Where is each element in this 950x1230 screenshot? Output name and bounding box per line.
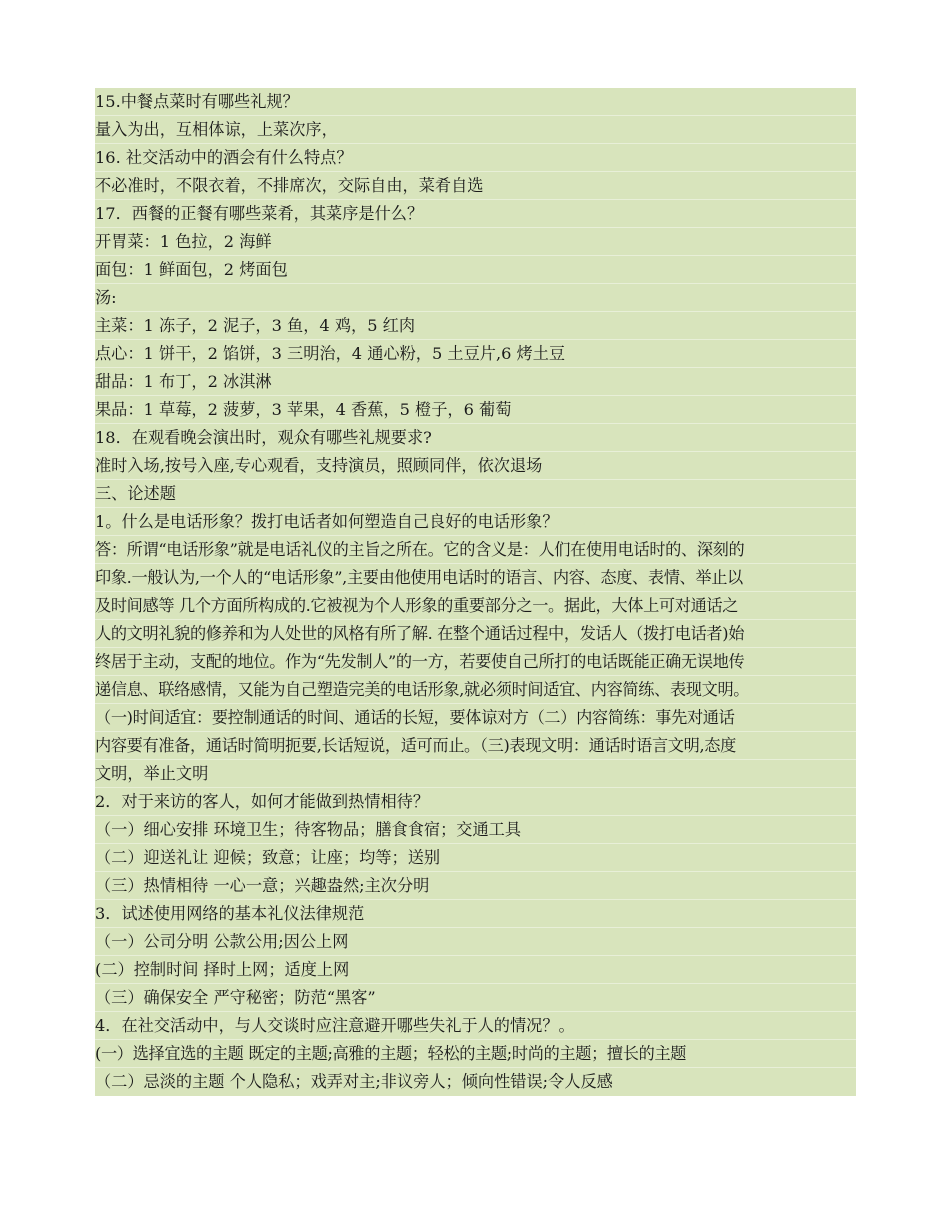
essay-answer-3-item: （一）公司分明 公款公用;因公上网 (95, 928, 856, 956)
answer-17-appetizer: 开胃菜：1 色拉，2 海鲜 (95, 228, 856, 256)
answer-17-snack: 点心：1 饼干，2 馅饼，3 三明治，4 通心粉，5 土豆片,6 烤土豆 (95, 340, 856, 368)
answer-17-bread: 面包：1 鲜面包，2 烤面包 (95, 256, 856, 284)
essay-answer-3-item: （三）确保安全 严守秘密；防范“黑客” (95, 984, 856, 1012)
essay-answer-1-line: 人的文明礼貌的修养和为人处世的风格有所了解. 在整个通话过程中，发话人（拨打电话者)始 (95, 620, 856, 648)
answer-17-main: 主菜：1 冻子，2 泥子，3 鱼，4 鸡，5 红肉 (95, 312, 856, 340)
answer-15: 量入为出，互相体谅，上菜次序， (95, 116, 856, 144)
essay-answer-1-line: 印象.一般认为,一个人的“电话形象”,主要由他使用电话时的语言、内容、态度、表情、举止以 (95, 564, 856, 592)
answer-17-soup: 汤: (95, 284, 856, 312)
essay-answer-2-item: （二）迎送礼让 迎候；致意；让座；均等；送别 (95, 844, 856, 872)
question-15: 15.中餐点菜时有哪些礼规？ (95, 88, 856, 116)
question-18: 18．在观看晚会演出时，观众有哪些礼规要求? (95, 424, 856, 452)
essay-question-2: 2．对于来访的客人，如何才能做到热情相待？ (95, 788, 856, 816)
document-body (95, 88, 856, 1096)
essay-answer-1-line: （一)时间适宜：要控制通话的时间、通话的长短，要体谅对方（二）内容简练：事先对通话 (95, 704, 856, 732)
essay-answer-1-line: 及时间感等 几个方面所构成的.它被视为个人形象的重要部分之一。据此，大体上可对通话之 (95, 592, 856, 620)
essay-question-4: 4．在社交活动中，与人交谈时应注意避开哪些失礼于人的情况？。 (95, 1012, 856, 1040)
essay-answer-4-item: （二）忌淡的主题 个人隐私；戏弄对主;非议旁人；倾向性错误;令人反感 (95, 1072, 613, 1091)
essay-answer-1-line: 终居于主动，支配的地位。作为“先发制人”的一方，若要使自己所打的电话既能正确无误地传 (95, 648, 856, 676)
essay-answer-1-line: 文明，举止文明 (95, 760, 856, 788)
essay-answer-2-item: （三）热情相待 一心一意；兴趣盎然;主次分明 (95, 872, 856, 900)
essay-answer-1-line: 答：所谓“电话形象”就是电话礼仪的主旨之所在。它的含义是：人们在使用电话时的、深刻的 (95, 536, 856, 564)
answer-16: 不必准时，不限衣着，不排席次，交际自由，菜肴自选 (95, 172, 856, 200)
section-heading-essay: 三、论述题 (95, 480, 856, 508)
essay-answer-1-line: 内容要有准备，通话时简明扼要,长话短说，适可而止。（三)表现文明：通话时语言文明,态度 (95, 732, 856, 760)
answer-17-dessert: 甜品：1 布丁，2 冰淇淋 (95, 368, 856, 396)
essay-question-3: 3．试述使用网络的基本礼仪法律规范 (95, 900, 856, 928)
essay-answer-1-line: 递信息、联络感情，又能为自己塑造完美的电话形象,就必须时间适宜、内容简练、表现文明。 (95, 676, 856, 704)
question-17: 17．西餐的正餐有哪些菜肴，其菜序是什么？ (95, 200, 856, 228)
essay-answer-4-item: (一）选择宜选的主题 既定的主题;高雅的主题；轻松的主题;时尚的主题；擅长的主题 (95, 1040, 856, 1068)
essay-answer-3-item: (二）控制时间 择时上网；适度上网 (95, 956, 856, 984)
answer-17-fruit: 果品：1 草莓，2 菠萝，3 苹果，4 香蕉，5 橙子，6 葡萄 (95, 396, 856, 424)
essay-answer-2-item: （一）细心安排 环境卫生；待客物品；膳食食宿；交通工具 (95, 816, 856, 844)
essay-question-1: 1。什么是电话形象？拨打电话者如何塑造自己良好的电话形象？ (95, 508, 856, 536)
question-16: 16. 社交活动中的酒会有什么特点？ (95, 144, 856, 172)
answer-18: 准时入场,按号入座,专心观看，支持演员，照顾同伴，依次退场 (95, 452, 856, 480)
